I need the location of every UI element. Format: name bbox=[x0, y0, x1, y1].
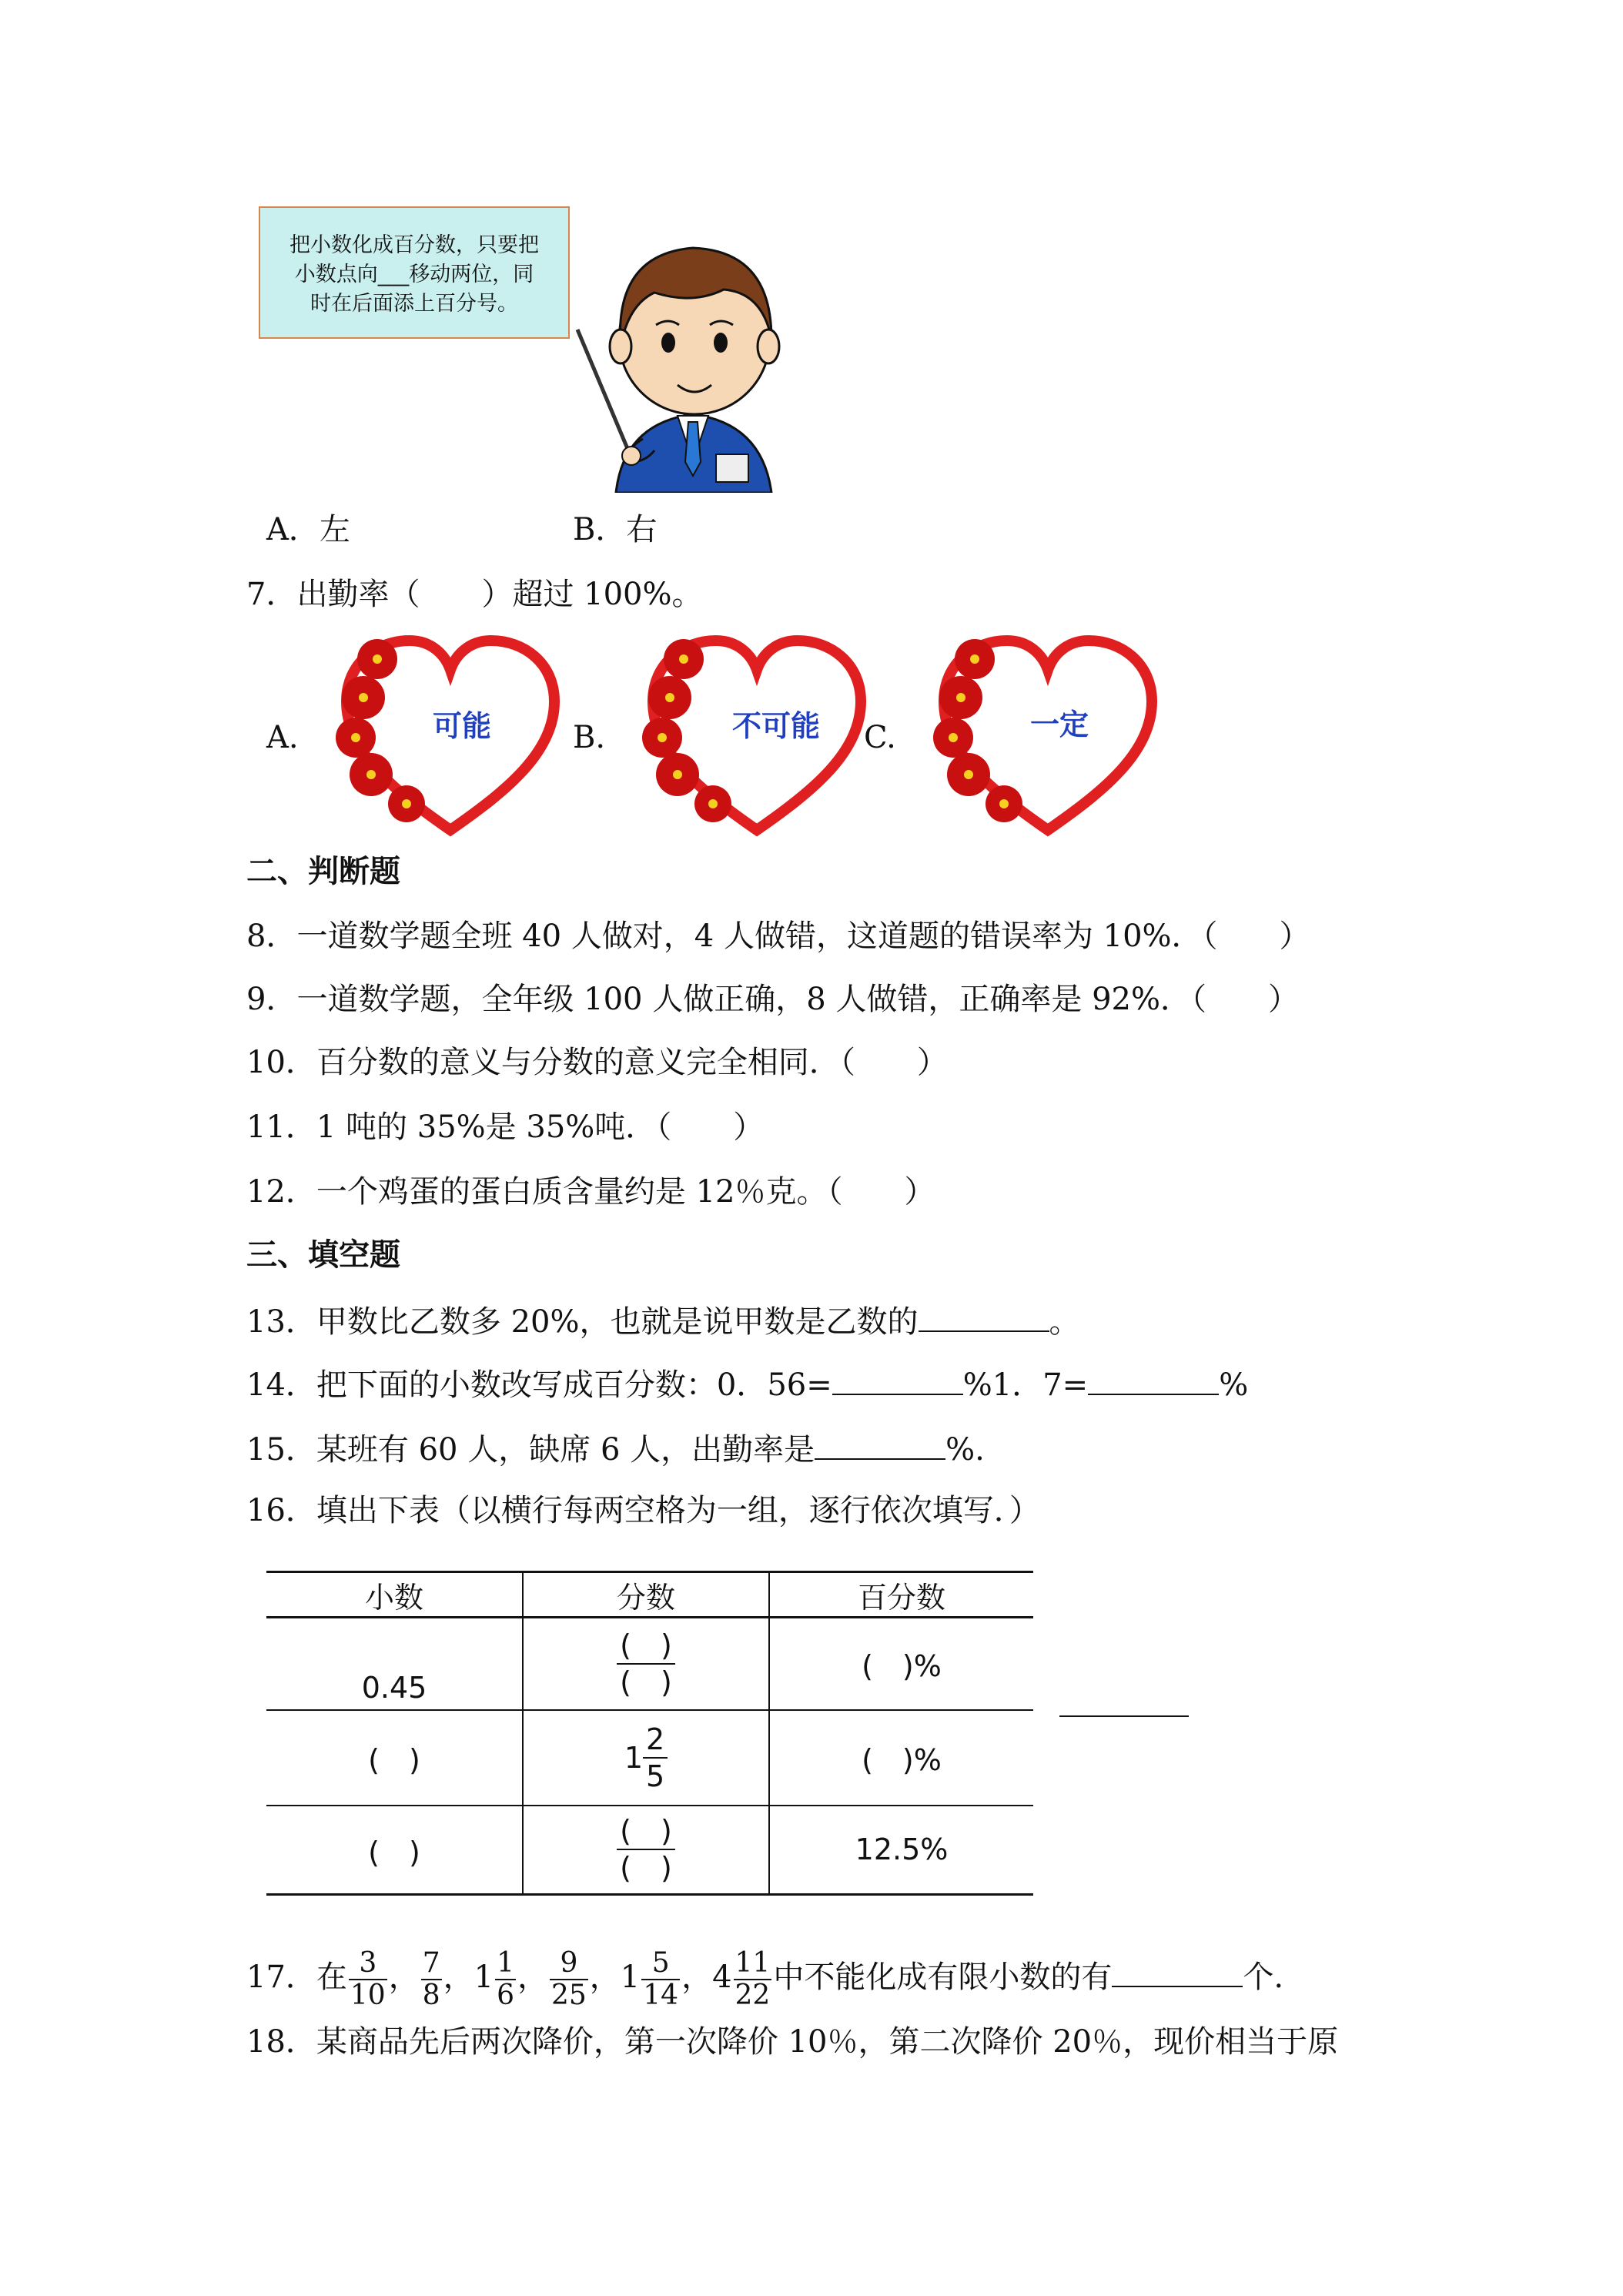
question-12: 12．一个鸡蛋的蛋白质含量约是 12％克。（ ） bbox=[246, 1174, 935, 1210]
q17-f3-den: 6 bbox=[497, 1980, 514, 2011]
q17-f6-num: 11 bbox=[735, 1947, 771, 1979]
question-16: 16．填出下表（以横行每两空格为一组，逐行依次填写．） bbox=[246, 1493, 1040, 1528]
q17-suffix: 中不能化成有限小数的有 bbox=[773, 1960, 1113, 1995]
row3-fraction-cell bbox=[523, 1806, 769, 1895]
question-11: 11．1 吨的 35%是 35%吨．（ ） bbox=[246, 1110, 765, 1145]
q15-end: %. bbox=[945, 1432, 985, 1468]
row2-fraction-denominator: 5 bbox=[643, 1757, 668, 1791]
question-13 bbox=[246, 1301, 1080, 1340]
q17-f4-num: 9 bbox=[560, 1947, 578, 1979]
question-10: 10．百分数的意义与分数的意义完全相同．（ ） bbox=[246, 1045, 948, 1080]
q14-blank-1[interactable] bbox=[832, 1364, 963, 1395]
q17-f1-num: 3 bbox=[359, 1947, 377, 1979]
row1-percent-sign: % bbox=[913, 1649, 942, 1684]
heart-option-c-word: 一定 bbox=[1029, 708, 1089, 741]
heart-option-a-word: 可能 bbox=[432, 709, 492, 743]
bubble-line-2: 小数点向___移动两位，同 bbox=[294, 263, 534, 286]
row1-fraction bbox=[617, 1628, 675, 1699]
question-9: 9．一道数学题，全年级 100 人做正确，8 人做错，正确率是 92%．（ ） bbox=[246, 982, 1300, 1017]
row2-percent-cell bbox=[769, 1710, 1033, 1806]
q17-fraction-1 bbox=[349, 1947, 387, 2011]
q7-option-c-letter: C. bbox=[864, 720, 896, 755]
row2-mixed-whole: 1 bbox=[624, 1740, 643, 1775]
q7-option-b-letter: B. bbox=[573, 720, 606, 755]
q6-option-b: B．右 bbox=[573, 512, 658, 547]
section-3-title: 三、填空题 bbox=[246, 1237, 400, 1273]
row3-fraction-numerator[interactable]: ( ) bbox=[620, 1814, 672, 1849]
q7-question: 7．出勤率（ ）超过 100%。 bbox=[246, 577, 703, 612]
question-14 bbox=[246, 1364, 1248, 1404]
q17-f4-den: 25 bbox=[550, 1980, 587, 2011]
question-15 bbox=[246, 1429, 985, 1468]
heart-option-b-image bbox=[630, 628, 884, 838]
q17-fraction-3 bbox=[495, 1947, 516, 2011]
row2-percent-blank[interactable]: ( ) bbox=[862, 1743, 914, 1777]
q17-f5-whole: 1 bbox=[620, 1960, 641, 1995]
row1-fraction-cell bbox=[523, 1618, 769, 1710]
q13-answer-blank[interactable] bbox=[919, 1301, 1049, 1332]
section-2-title: 二、判断题 bbox=[246, 854, 400, 889]
row1-decimal: 0.45 bbox=[266, 1618, 523, 1710]
q17-f6-den: 22 bbox=[735, 1980, 771, 2011]
q17-answer-blank[interactable] bbox=[1112, 1956, 1243, 1987]
q14-end: % bbox=[1219, 1367, 1249, 1403]
row2-decimal-blank[interactable]: ( ) bbox=[266, 1710, 523, 1806]
table-header-decimal: 小数 bbox=[266, 1572, 523, 1618]
q17-fraction-4 bbox=[550, 1947, 588, 2011]
q13-text: 13．甲数比乙数多 20%，也就是说甲数是乙数的 bbox=[246, 1304, 919, 1340]
teacher-speech-bubble bbox=[259, 206, 570, 339]
bubble-line-1: 把小数化成百分数，只要把 bbox=[289, 233, 539, 257]
question-8: 8．一道数学题全班 40 人做对，4 人做错，这道题的错误率为 10%．（ ） bbox=[246, 919, 1310, 954]
row3-decimal-blank[interactable]: ( ) bbox=[266, 1806, 523, 1895]
row2-fraction-numerator: 2 bbox=[646, 1722, 665, 1756]
q17-f5-num: 5 bbox=[651, 1947, 670, 1979]
heart-option-a-image bbox=[323, 628, 577, 838]
q17-fraction-2 bbox=[421, 1947, 442, 2011]
q16-answer-blank[interactable] bbox=[1059, 1711, 1189, 1717]
q15-text: 15．某班有 60 人，缺席 6 人，出勤率是 bbox=[246, 1432, 815, 1468]
q7-option-a-letter: A. bbox=[266, 720, 299, 755]
q16-conversion-table bbox=[266, 1571, 1033, 1896]
q14-mid: %1．7= bbox=[962, 1367, 1089, 1403]
q17-fraction-6 bbox=[734, 1947, 772, 2011]
q15-answer-blank[interactable] bbox=[815, 1429, 945, 1460]
question-18: 18．某商品先后两次降价，第一次降价 10％，第二次降价 20％，现价相当于原 bbox=[246, 2024, 1339, 2060]
table-header-percent: 百分数 bbox=[769, 1572, 1033, 1618]
row1-percent-blank[interactable]: ( ) bbox=[862, 1649, 914, 1684]
row3-fraction bbox=[617, 1814, 675, 1886]
bubble-line-3: 时在后面添上百分号。 bbox=[310, 292, 518, 316]
q17-f3-whole: 1 bbox=[474, 1960, 494, 1995]
row2-mixed-fraction bbox=[643, 1722, 668, 1793]
row2-fraction-cell bbox=[523, 1710, 769, 1806]
row2-percent-sign: % bbox=[913, 1743, 942, 1777]
q17-prefix: 17．在 bbox=[246, 1960, 347, 1995]
q17-f2-den: 8 bbox=[422, 1980, 440, 2011]
row1-fraction-denominator[interactable]: ( ) bbox=[617, 1663, 675, 1697]
teacher-cartoon-image bbox=[570, 231, 816, 493]
q14-text: 14．把下面的小数改写成百分数：0．56= bbox=[246, 1367, 832, 1403]
q17-f2-num: 7 bbox=[422, 1947, 440, 1979]
row3-fraction-denominator[interactable]: ( ) bbox=[617, 1849, 675, 1883]
row3-percent: 12.5% bbox=[769, 1806, 1033, 1895]
table-header-fraction: 分数 bbox=[523, 1572, 769, 1618]
q17-f3-num: 1 bbox=[497, 1947, 514, 1979]
q17-f6-whole: 4 bbox=[712, 1960, 732, 1995]
q6-option-a: A．左 bbox=[266, 512, 350, 547]
heart-option-b-word: 不可能 bbox=[731, 709, 821, 743]
q14-blank-2[interactable] bbox=[1088, 1364, 1219, 1395]
q13-end: 。 bbox=[1049, 1304, 1080, 1340]
question-17: 17．在 $\frac{3}{10}$ ， $\frac{7}{8}$ ，1 $\frac{1}{6}$ ， $\frac{9}{25}$ ，1 $\frac{5}{14}$ ，4 $\frac{11}{22}$ 中不能化成有限小数的有 个. bbox=[246, 1947, 1284, 2011]
row1-percent-cell bbox=[769, 1618, 1033, 1710]
q17-f1-den: 10 bbox=[350, 1980, 386, 2011]
q17-fraction-5 bbox=[641, 1947, 680, 2011]
heart-option-c-image bbox=[921, 628, 1175, 838]
q17-end: 个. bbox=[1243, 1960, 1284, 1995]
q17-f5-den: 14 bbox=[643, 1980, 679, 2011]
row1-fraction-numerator[interactable]: ( ) bbox=[620, 1628, 672, 1662]
